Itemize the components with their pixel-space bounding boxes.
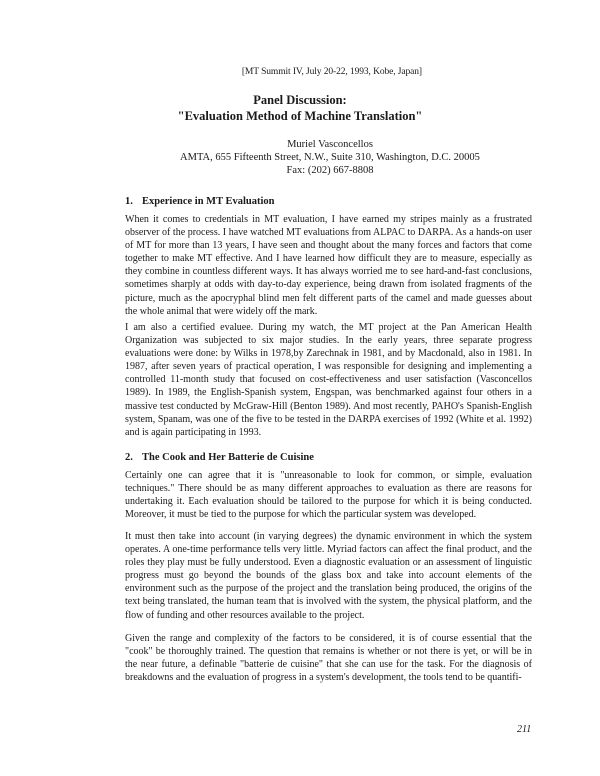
paragraph-5: Given the range and complexity of the factors to be considered, it is of course essential that the "cook" be thoroughly trained. The question that remains is whether or not there is yet, or will be in the near future, a definable "batterie de cuisine" that she can use for the task. For the diagnosis of breakdowns and the evaluation of progress in a system's development, the tools tend to be quantifi-	[125, 633, 532, 684]
section-number: 2.	[125, 452, 133, 463]
section-number: 1.	[125, 196, 133, 207]
section-heading-2	[125, 452, 314, 463]
paragraph-4: It must then take into account (in varying degrees) the dynamic environment in which the system operates. A one-time performance tells very little. Myriad factors can affect the final product, and the roles they play must be fully understood. Even a diagnostic evaluation or an assessment of linguistic progress must go beyond the bounds of the glass box and take into account elements of the environment such as the purpose of the project and the translation being produced, the origins of the text being translated, the human team that is involved with the system, the physical platform, and the flow of funding and other resources available to the project.	[125, 531, 532, 621]
section-title: Experience in MT Evaluation	[142, 196, 275, 207]
conference-header: [MT Summit IV, July 20-22, 1993, Kobe, Japan]	[241, 67, 422, 77]
paper-title	[0, 92, 600, 124]
author-fax: Fax: (202) 667-8808	[286, 165, 374, 176]
section-heading-1	[125, 196, 275, 207]
author-address: AMTA, 655 Fifteenth Street, N.W., Suite 310, Washington, D.C. 20005	[180, 152, 480, 163]
title-line-1: Panel Discussion:	[253, 93, 347, 107]
section-title: The Cook and Her Batterie de Cuisine	[142, 452, 314, 463]
author-name: Muriel Vasconcellos	[287, 139, 373, 150]
paragraph-3: Certainly one can agree that it is "unreasonable to look for common, or simple, evaluation techniques." There should be as many different approaches to evaluation as there are reasons for undertaking it. Each evaluation should be tailored to the purpose for which it is being conducted. Moreover, it must be tied to the purpose for which the particular system was developed.	[125, 470, 532, 521]
author-block	[0, 138, 600, 177]
paragraph-1: When it comes to credentials in MT evaluation, I have earned my stripes mainly as a frustrated observer of the process. I have watched MT evaluations from ALPAC to DARPA. As a hands-on user of MT for more than 13 years, I have seen and thought about the many forces and factors that come together to make MT effective. And I have learned how difficult they are to measure, especially as they combine in countless different ways. It has always worried me to see hard-and-fast conclusions, sometimes sharply at odds with day-to-day experience, being drawn from isolated fragments of the picture, much as the apocryphal blind men felt different parts of the camel and made guesses about the whole animal that were widely off the mark.	[125, 214, 532, 317]
page-number: 211	[517, 724, 532, 735]
title-line-2: "Evaluation Method of Machine Translation"	[177, 109, 423, 123]
paragraph-2: I am also a certified evaluee. During my watch, the MT project at the Pan American Health Organization was subjected to six major studies. In the early years, three separate progress evaluations were done: by Wilks in 1978,by Zarechnak in 1981, and by Macdonald, also in 1981. In 1987, after seven years of practical operation, I was responsible for designing and implementing a controlled 11-month study that focused on cost-effectiveness and user satisfaction (Vasconcellos 1989). In 1989, the English-Spanish system, Engspan, was benchmarked against four others in a massive test conducted by McGraw-Hill (Benton 1989). And most recently, PAHO's Spanish-English system, Spanam, was one of the five to be tested in the DARPA exercises of 1992 (White et al. 1992) and is again participating in 1993.	[125, 322, 532, 438]
